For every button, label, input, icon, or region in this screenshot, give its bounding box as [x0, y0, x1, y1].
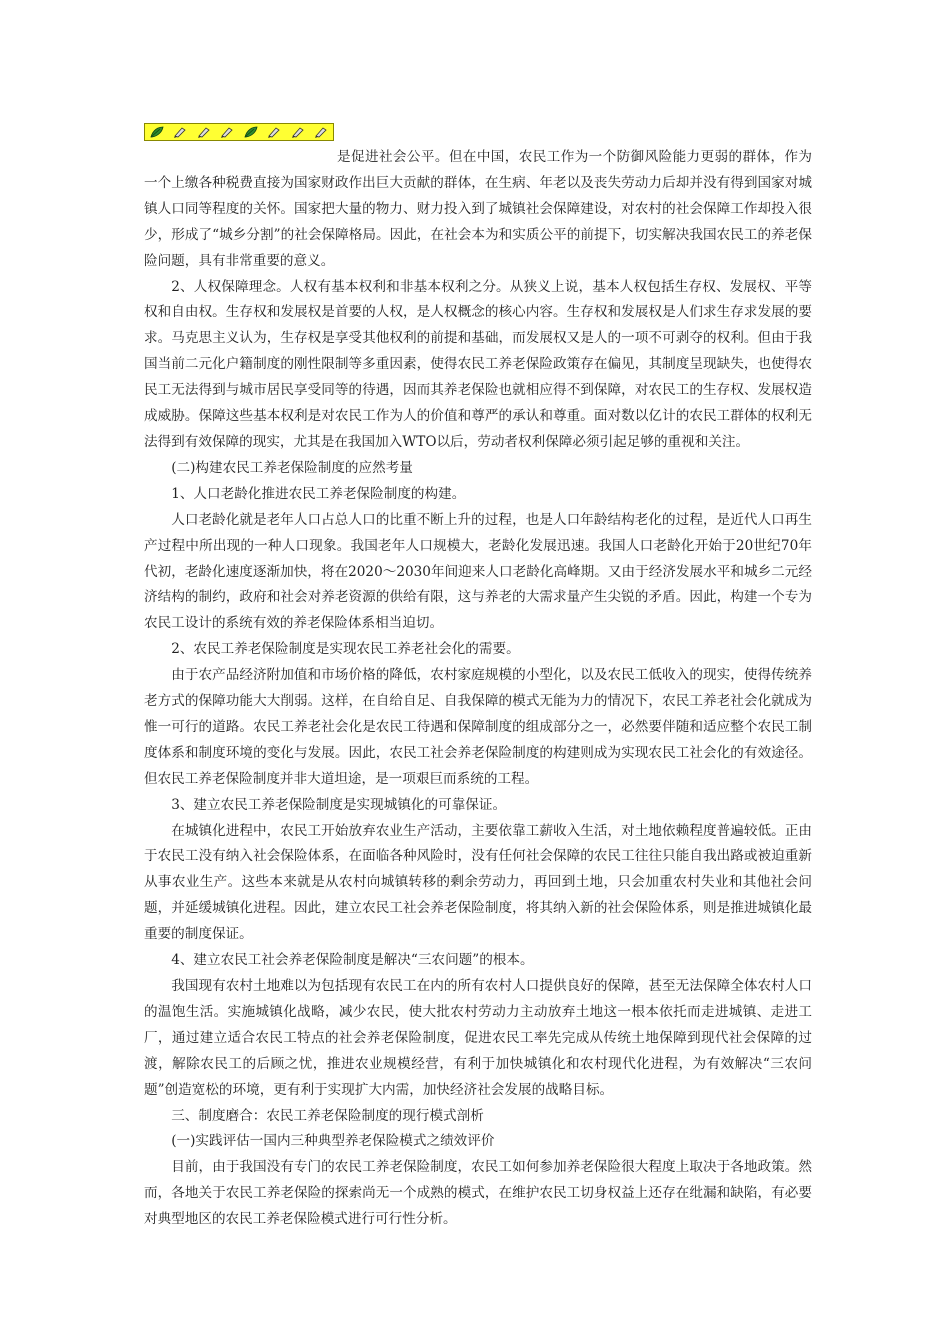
subheading-socialization: 2、农民工养老保险制度是实现农民工养老社会化的需要。	[171, 641, 520, 658]
subheading-three-rural: 4、建立农民工社会养老保险制度是解决“三农问题”的根本。	[171, 952, 534, 969]
annotation-toolbar	[144, 123, 334, 141]
pen-tool-icon[interactable]	[195, 125, 213, 139]
section-heading: 三、制度磨合：农民工养老保险制度的现行模式剖析	[171, 1107, 484, 1124]
leaf-tool-icon[interactable]	[242, 125, 260, 139]
paragraph-three-rural: 我国现有农村土地难以为包括现有农民工在内的所有农村人口提供良好的保障，甚至无法保障全体农村人口的温饱生活。实施城镇化战略，减少农民，使大批农村劳动力主动放弃土地这一根本依托而走进城镇、走进工厂，通过建立适合农民工特点的社会养老保险制度，促进农民工率先完成从传统土地保障到现代社会保障的过渡，解除农民工的后顾之忧，推进农业规模经营，有利于加快城镇化和农村现代化进程，为有效解决“三农问题”创造宽松的环境，更有利于实现扩大内需，加快经济社会发展的战略目标。	[144, 978, 812, 1098]
pen-tool-icon[interactable]	[312, 125, 330, 139]
section-heading: (二)构建农民工养老保险制度的应然考量	[171, 459, 413, 476]
pen-tool-icon[interactable]	[265, 125, 283, 139]
subheading-aging: 1、人口老龄化推进农民工养老保险制度的构建。	[171, 485, 466, 502]
paragraph-urbanization: 在城镇化进程中，农民工开始放弃农业生产活动，主要依靠工薪收入生活，对土地依赖程度普遍较低。正由于农民工没有纳入社会保险体系，在面临各种风险时，没有任何社会保障的农民工往往只能自我出路或被迫重新从事农业生产。这些本来就是从农村向城镇转移的剩余劳动力，再回到土地，只会加重农村失业和其他社会问题，并延缓城镇化进程。因此，建立农民工社会养老保险制度，将其纳入新的社会保险体系，则是推进城镇化最重要的制度保证。	[144, 822, 812, 943]
subsection-heading: (一)实践评估一国内三种典型养老保险模式之绩效评价	[171, 1133, 495, 1150]
pen-tool-icon[interactable]	[171, 125, 189, 139]
pen-tool-icon[interactable]	[218, 125, 236, 139]
paragraph-current-policy: 目前，由于我国没有专门的农民工养老保险制度，农民工如何参加养老保险很大程度上取决于各地政策。然而，各地关于农民工养老保险的探索尚无一个成熟的模式，在维护农民工切身权益上还存在纰漏和缺陷，有必要对典型地区的农民工养老保险模式进行可行性分析。	[144, 1159, 812, 1228]
paragraph-aging: 人口老龄化就是老年人口占总人口的比重不断上升的过程，也是人口年龄结构老化的过程，是近代人口再生产过程中所出现的一种人口现象。我国老年人口规模大，老龄化发展迅速。我国人口老龄化开始于20世纪70年代初，老龄化速度逐渐加快，将在2020～2030年间迎来人口老龄化高峰期。又由于经济发展水平和城乡二元经济结构的制约，政府和社会对养老资源的供给有限，这与养老的大需求量产生尖锐的矛盾。因此，构建一个专为农民工设计的系统有效的养老保险体系相当迫切。	[144, 511, 812, 632]
subheading-urbanization: 3、建立农民工养老保险制度是实现城镇化的可靠保证。	[171, 796, 507, 813]
paragraph-social-fairness: 是促进社会公平。但在中国，农民工作为一个防御风险能力更弱的群体，作为一个上缴各种税费直接为国家财政作出巨大贡献的群体，在生病、年老以及丧失劳动力后却并没有得到国家对城镇人口同等程度的关怀。国家把大量的物力、财力投入到了城镇社会保障建设，对农村的社会保障工作却投入很少，形成了“城乡分割”的社会保障格局。因此，在社会本为和实质公平的前提下，切实解决我国农民工的养老保险问题，具有非常重要的意义。	[144, 149, 812, 269]
paragraph-socialization: 由于农产品经济附加值和市场价格的降低，农村家庭规模的小型化，以及农民工低收入的现实，使得传统养老方式的保障功能大大削弱。这样，在自给自足、自我保障的模式无能为力的情况下，农民工养老社会化就成为惟一可行的道路。农民工养老社会化是农民工待遇和保障制度的组成部分之一，必然要伴随和适应整个农民工制度体系和制度环境的变化与发展。因此，农民工社会养老保险制度的构建则成为实现农民工社会化的有效途径。但农民工养老保险制度并非大道坦途，是一项艰巨而系统的工程。	[144, 667, 812, 787]
pen-tool-icon[interactable]	[289, 125, 307, 139]
paragraph-human-rights: 2、人权保障理念。人权有基本权利和非基本权利之分。从狭义上说，基本人权包括生存权、发展权、平等权和自由权。生存权和发展权是首要的人权，是人权概念的核心内容。生存权和发展权是人们求生存求发展的要求。马克思主义认为，生存权是享受其他权利的前提和基础，而发展权又是人的一项不可剥夺的权利。但由于我国当前二元化户籍制度的刚性限制等多重因素，使得农民工养老保险政策存在偏见，其制度呈现缺失，也使得农民工无法得到与城市居民享受同等的待遇，因而其养老保险也就相应得不到保障，对农民工的生存权、发展权造成威胁。保障这些基本权利是对农民工作为人的价值和尊严的承认和尊重。面对数以亿计的农民工群体的权利无法得到有效保障的现实，尤其是在我国加入WTO以后，劳动者权利保障必须引起足够的重视和关注。	[144, 278, 812, 450]
leaf-tool-icon[interactable]	[148, 125, 166, 139]
document-body	[144, 143, 812, 1233]
